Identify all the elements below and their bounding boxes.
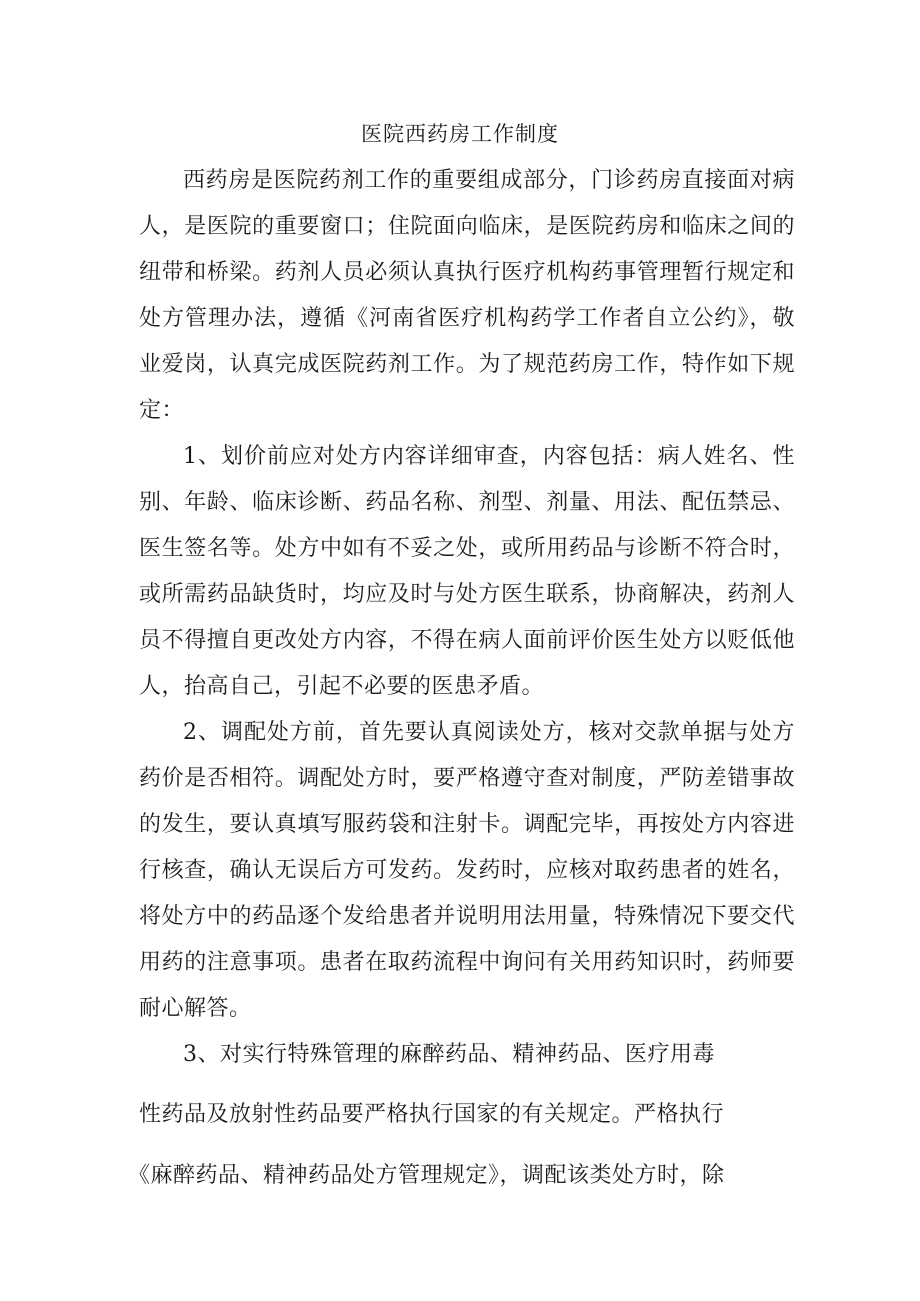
rule-3-line-3: 《麻醉药品、精神药品处方管理规定》，调配该类处方时，除 (128, 1163, 725, 1188)
intro-paragraph: 西药房是医院药剂工作的重要组成部分，门诊药房直接面对病人，是医院的重要窗口；住院面向临床，是医院药房和临床之间的纽带和桥梁。药剂人员必须认真执行医疗机构药事管理暂行规定和处方管理办法，遵循《河南省医疗机构药学工作者自立公约》，敬业爱岗，认真完成医院药剂工作。为了规范药房工作，特作如下规定： (139, 168, 795, 423)
document-title: 医院西药房工作制度 (361, 122, 559, 146)
rule-3-line-2: 性药品及放射性药品要严格执行国家的有关规定。严格执行 (139, 1102, 725, 1127)
rule-1-paragraph: 1、划价前应对处方内容详细审查，内容包括：病人姓名、性别、年龄、临床诊断、药品名称、剂型、剂量、用法、配伍禁忌、医生签名等。处方中如有不妥之处，或所用药品与诊断不符合时，或所需药品缺货时，均应及时与处方医生联系，协商解决，药剂人员不得擅自更改处方内容，不得在病人面前评价医生处方以贬低他人，抬高自己，引起不必要的医患矛盾。 (139, 444, 795, 699)
rule-2-paragraph: 2、调配处方前，首先要认真阅读处方，核对交款单据与处方药价是否相符。调配处方时，要严格遵守查对制度，严防差错事故的发生，要认真填写服药袋和注射卡。调配完毕，再按处方内容进行核查，确认无误后方可发药。发药时，应核对取药患者的姓名，将处方中的药品逐个发给患者并说明用法用量，特殊情况下要交代用药的注意事项。患者在取药流程中询问有关用药知识时，药师要耐心解答。 (139, 720, 795, 1021)
rule-3-line-1: 3、对实行特殊管理的麻醉药品、精神药品、医疗用毒 (183, 1042, 715, 1067)
